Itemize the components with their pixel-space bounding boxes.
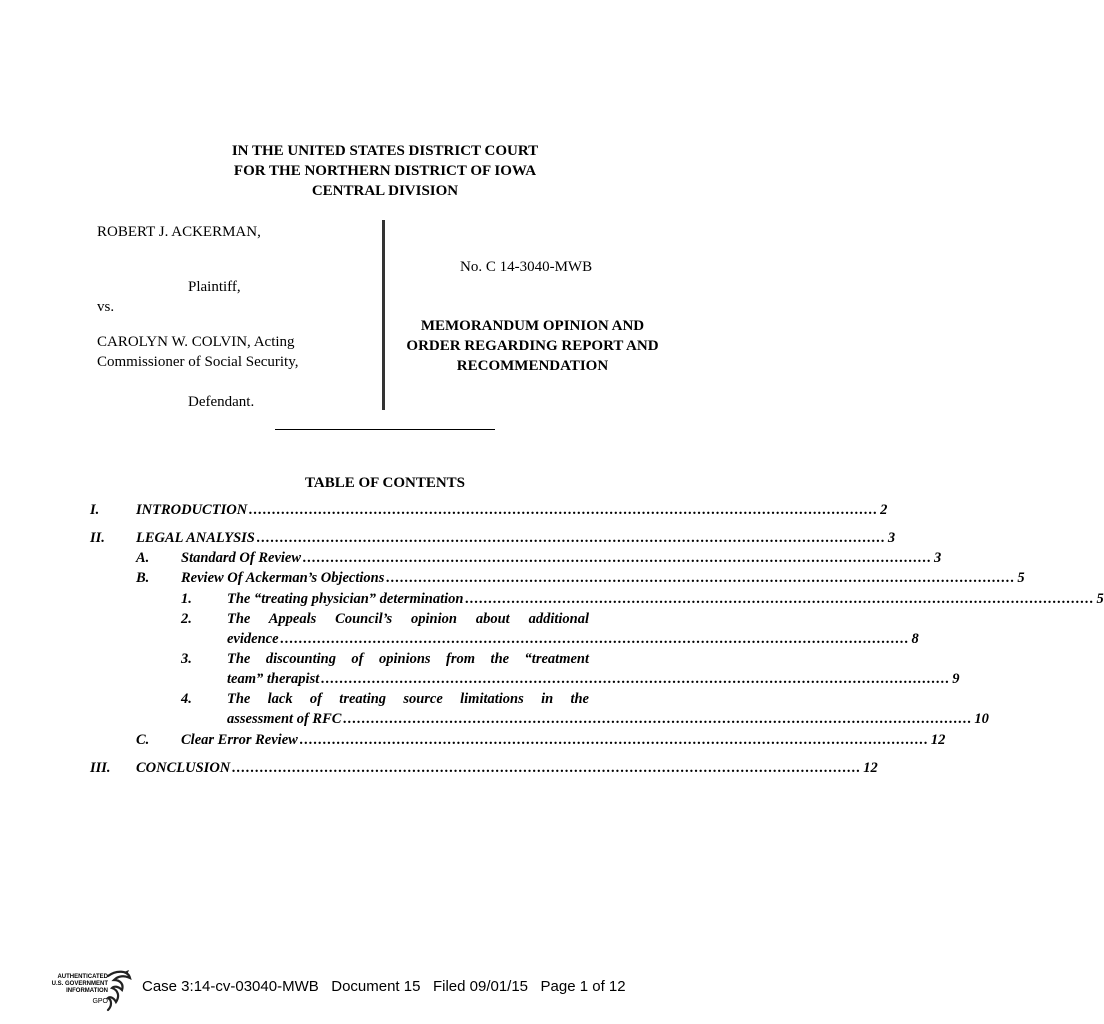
toc-heading: TABLE OF CONTENTS: [304, 475, 466, 491]
toc-entry-title: Review Of Ackerman’s Objections: [181, 570, 385, 586]
toc-entry-number: C.: [136, 732, 150, 748]
toc-entry-page: 9: [952, 671, 960, 687]
toc-entry-number: 2.: [181, 611, 192, 627]
seal-text-line: U.S. GOVERNMENT: [51, 981, 108, 987]
toc-entry-number: I.: [90, 502, 100, 518]
toc-entry-number: B.: [136, 570, 150, 586]
plaintiff-name: ROBERT J. ACKERMAN,: [97, 224, 261, 240]
versus-label: vs.: [97, 299, 115, 315]
toc-leader: ........................................................................................................................................: [256, 530, 886, 546]
toc-entry-title-continued: evidence: [227, 631, 279, 647]
toc-leader: ........................................................................................................................................: [232, 760, 862, 776]
court-heading-line: IN THE UNITED STATES DISTRICT COURT: [231, 143, 539, 159]
gpo-authentication-seal: [44, 968, 134, 1012]
toc-entry-title: Standard Of Review: [181, 550, 302, 566]
toc-entry-number: 4.: [181, 691, 192, 707]
toc-leader: ........................................................................................................................................: [303, 550, 933, 566]
toc-entry-page: 5: [1017, 570, 1025, 586]
toc-leader: ........................................................................................................................................: [299, 732, 929, 748]
toc-leader: ........................................................................................................................................: [343, 711, 973, 727]
document-title-line: ORDER REGARDING REPORT AND: [406, 338, 659, 354]
court-heading-line: CENTRAL DIVISION: [311, 183, 459, 199]
case-number: No. C 14-3040-MWB: [460, 259, 593, 275]
document-title: [390, 316, 675, 376]
court-heading: [0, 141, 770, 201]
defendant-title: Commissioner of Social Security,: [97, 354, 299, 370]
toc-entry-page: 2: [880, 502, 888, 518]
toc-entry-page: 5: [1096, 591, 1104, 607]
toc-entry-title: The lack of treating source limitations in the: [227, 691, 589, 707]
defendant-name: CAROLYN W. COLVIN, Acting: [97, 334, 295, 350]
document-title-line: RECOMMENDATION: [456, 358, 609, 374]
toc-entry-title: LEGAL ANALYSIS: [136, 530, 255, 546]
toc-entry-title-continued: team” therapist: [227, 671, 320, 687]
toc-entry-page: 12: [863, 760, 878, 776]
toc-entry-title: CONCLUSION: [136, 760, 231, 776]
court-heading-line: FOR THE NORTHERN DISTRICT OF IOWA: [233, 163, 537, 179]
plaintiff-label: Plaintiff,: [188, 279, 241, 295]
toc-leader: ........................................................................................................................................: [386, 570, 1016, 586]
toc-leader: ........................................................................................................................................: [249, 502, 879, 518]
caption-divider: [382, 220, 385, 410]
toc-entry-number: III.: [90, 760, 111, 776]
toc-leader: ........................................................................................................................................: [280, 631, 910, 647]
toc-leader: ........................................................................................................................................: [321, 671, 951, 687]
document-title-line: MEMORANDUM OPINION AND: [420, 318, 645, 334]
toc-entry-page: 3: [934, 550, 942, 566]
toc-entry-number: II.: [90, 530, 105, 546]
toc-entry-page: 8: [911, 631, 919, 647]
toc-entry-number: A.: [136, 550, 150, 566]
defendant-label: Defendant.: [188, 394, 255, 410]
toc-entry-title: The discounting of opinions from the “treatment: [227, 651, 589, 667]
toc-entry-page: 12: [930, 732, 946, 748]
footer-case-info: Case 3:14-cv-03040-MWB Document 15 Filed 09/01/15 Page 1 of 12: [142, 978, 626, 995]
caption-rule: [275, 429, 495, 430]
toc-leader: ........................................................................................................................................: [465, 591, 1095, 607]
toc-entry-title: The “treating physician” determination: [227, 591, 464, 607]
toc-entry-title-continued: assessment of RFC: [227, 711, 342, 727]
toc-entry-number: 3.: [181, 651, 192, 667]
toc-entry-title: Clear Error Review: [181, 732, 298, 748]
toc-entry-page: 3: [887, 530, 896, 546]
toc-entry-title: The Appeals Council’s opinion about additional: [227, 611, 589, 627]
toc-entry-number: 1.: [181, 591, 192, 607]
seal-text-line: AUTHENTICATED: [57, 974, 108, 980]
toc-entry-title: INTRODUCTION: [136, 502, 248, 518]
seal-text-line: GPO: [92, 998, 108, 1005]
eagle-icon: [102, 968, 134, 1012]
seal-text-line: INFORMATION: [66, 988, 108, 994]
toc-entry-page: 10: [974, 711, 989, 727]
